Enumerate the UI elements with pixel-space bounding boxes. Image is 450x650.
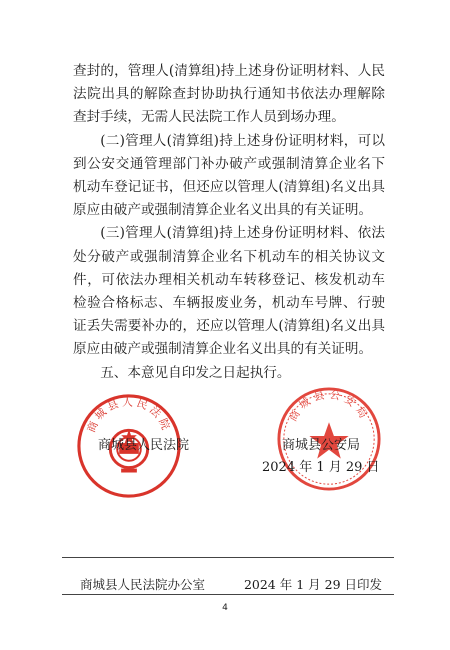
- police-signature-name: 商城县公安局: [282, 438, 361, 453]
- svg-text:商城县人民法院: 商城县人民法院: [84, 395, 174, 435]
- paragraph-item-2: (二)管理人(清算组)持上述身份证明材料，可以到公安交通管理部门补办破产或强制清算企业名下机动车登记证书，但还应以管理人(清算组)名义出具原应由破产或强制清算企业名义出具的有关证明。: [73, 132, 385, 219]
- footer-bottom-rule: [62, 594, 394, 595]
- paragraph-item-3: (三)管理人(清算组)持上述身份证明材料、依法处分破产或强制清算企业名下机动车的相关协议文件，可依法办理相关机动车转移登记、核发机动车检验合格标志、车辆报废业务，机动车号牌、行驶证丢失需要补办的，还应以管理人(清算组)名义出具原应由破产或强制清算企业名义出具的有关证明。: [73, 225, 385, 358]
- issuance-footer: [80, 575, 382, 593]
- document-body: [73, 60, 385, 385]
- footer-top-rule: [62, 557, 394, 558]
- paragraph-continuation: 查封的，管理人(清算组)持上述身份证明材料、人民法院出具的解除查封协助执行通知书依法办理解除查封手续，无需人民法院工作人员到场办理。: [73, 63, 385, 126]
- issuing-office: 商城县人民法院办公室: [80, 577, 206, 592]
- page-number: 4: [222, 603, 228, 613]
- signature-date: 2024 年 1 月 29 日: [262, 460, 380, 475]
- paragraph-section-5: 五、本意见自印发之日起执行。: [100, 364, 291, 381]
- issuance-date: 2024 年 1 月 29 日印发: [243, 577, 382, 592]
- court-signature-name: 商城县人民法院: [98, 438, 190, 453]
- svg-text:商城县公安局: 商城县公安局: [286, 387, 372, 424]
